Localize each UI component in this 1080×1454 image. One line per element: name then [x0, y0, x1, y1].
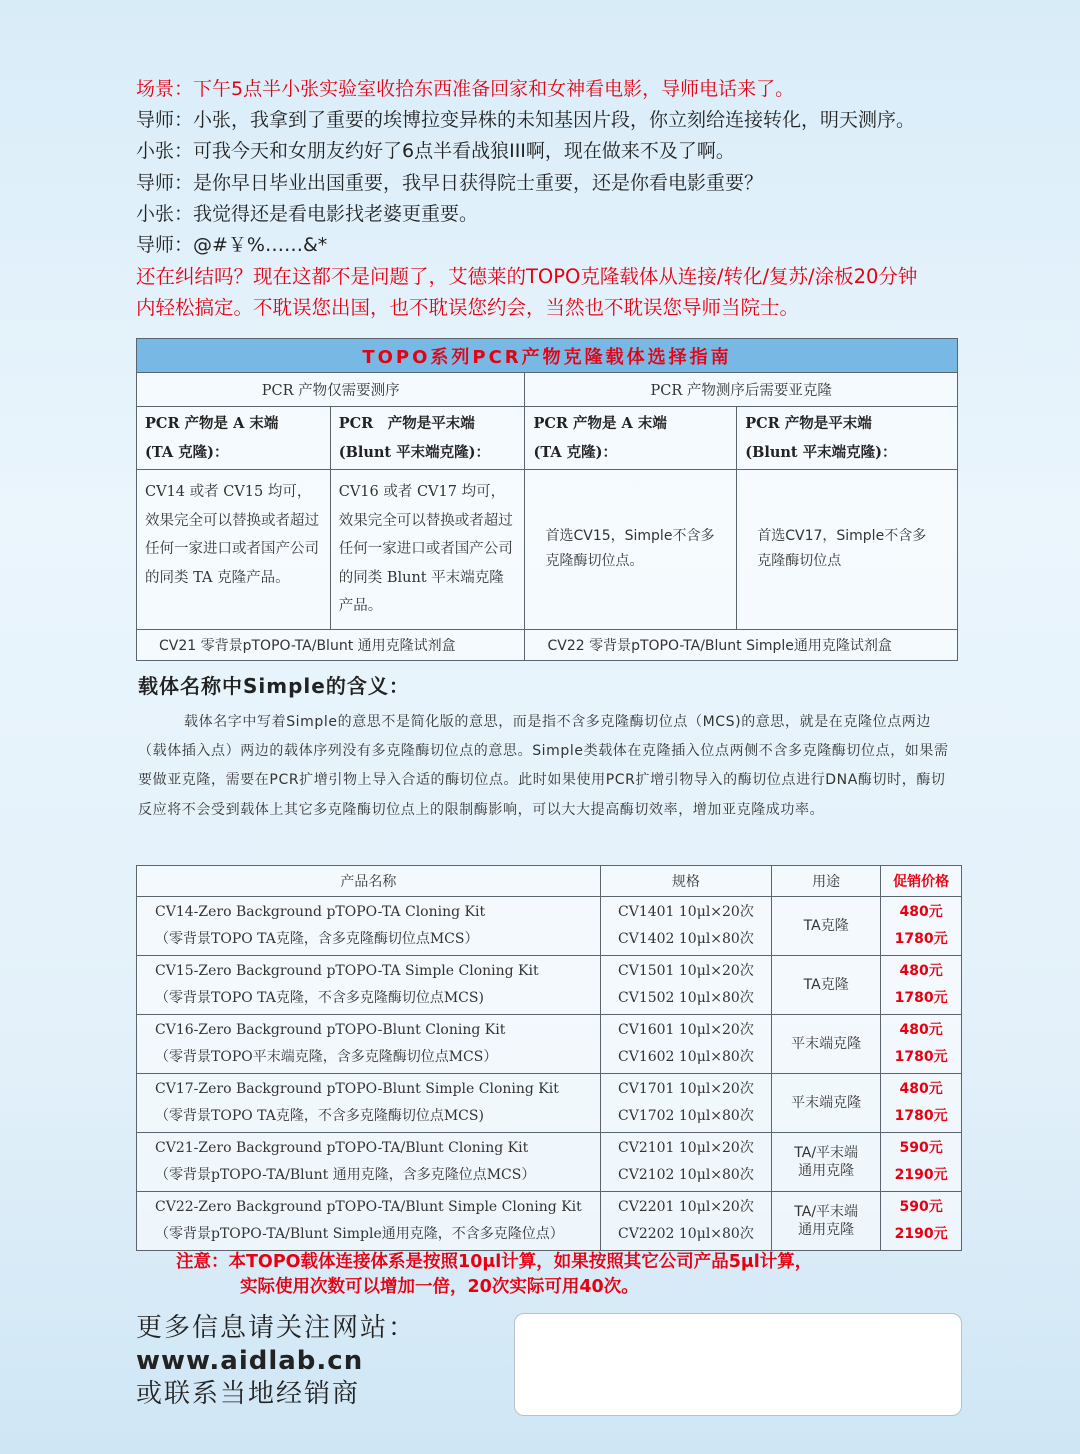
product-price: 590元 2190元 — [881, 1192, 962, 1251]
product-spec: CV2101 10μl×20次 CV2102 10μl×80次 — [600, 1133, 771, 1192]
product-use: TA克隆 — [772, 897, 881, 956]
selection-guide-table — [136, 338, 958, 661]
guide-section-subcloning: PCR 产物测序后需要亚克隆 — [525, 373, 958, 407]
product-price: 480元 1780元 — [881, 956, 962, 1015]
guide-description: 首选CV15，Simple不含多克隆酶切位点。 — [525, 470, 737, 630]
dialogue-line: 小张：可我今天和女朋友约好了6点半看战狼III啊，现在做来不及了啊。 — [136, 140, 735, 163]
product-use: TA/平末端通用克隆 — [772, 1192, 881, 1251]
product-price: 480元 1780元 — [881, 897, 962, 956]
story-section — [136, 74, 1036, 324]
product-name: CV14-Zero Background pTOPO-TA Cloning Kit （零背景TOPO TA克隆，含多克隆酶切位点MCS） — [137, 897, 601, 956]
table-row — [137, 897, 962, 956]
promo-line: 内轻松搞定。不耽误您出国，也不耽误您约会，当然也不耽误您导师当院士。 — [136, 296, 800, 320]
guide-section-sequencing: PCR 产物仅需要测序 — [137, 373, 525, 407]
guide-title: TOPO系列PCR产物克隆载体选择指南 — [137, 339, 958, 373]
website-link[interactable]: www.aidlab.cn — [136, 1346, 364, 1376]
dialogue-line: 导师：小张，我拿到了重要的埃博拉变异株的未知基因片段，你立刻给连接转化，明天测序。 — [136, 109, 916, 132]
product-price: 480元 1780元 — [881, 1015, 962, 1074]
product-name: CV15-Zero Background pTOPO-TA Simple Cloning Kit （零背景TOPO TA克隆，不含多克隆酶切位点MCS) — [137, 956, 601, 1015]
product-spec: CV1401 10μl×20次 CV1402 10μl×80次 — [600, 897, 771, 956]
product-spec: CV2201 10μl×20次 CV2202 10μl×80次 — [600, 1192, 771, 1251]
usage-note: 注意：本TOPO载体连接体系是按照10μl计算，如果按照其它公司产品5μl计算， 实际使用次数可以增加一倍，20次实际可用40次。 — [176, 1252, 813, 1297]
product-spec: CV1501 10μl×20次 CV1502 10μl×80次 — [600, 956, 771, 1015]
product-name: CV21-Zero Background pTOPO-TA/Blunt Cloning Kit （零背景pTOPO-TA/Blunt 通用克隆，含多克隆位点MCS） — [137, 1133, 601, 1192]
header-use: 用途 — [772, 866, 881, 897]
more-info-label: 更多信息请关注网站： — [136, 1313, 417, 1343]
product-price: 480元 1780元 — [881, 1074, 962, 1133]
table-row — [137, 956, 962, 1015]
product-table — [136, 865, 962, 1251]
simple-meaning-body: 载体名字中写着Simple的意思不是简化版的意思，而是指不含多克隆酶切位点（MCS)的意思，就是在克隆位点两边（载体插入点）两边的载体序列没有多克隆酶切位点的意思。Simple类载体在克隆插入位点两侧不含多克隆酶切位点，如果需要做亚克隆，需要在PCR扩增引物上导入合适的酶切位点。此时如果使用PCR扩增引物导入的酶切位点进行DNA酶切时，酶切反应将不会受到载体上其它多克隆酶切位点上的限制酶影响，可以大大提高酶切效率，增加亚克隆成功率。 — [138, 714, 949, 818]
header-product-name: 产品名称 — [137, 866, 601, 897]
promo-line: 还在纠结吗？现在这都不是问题了，艾德莱的TOPO克隆载体从连接/转化/复苏/涂板20分钟 — [136, 265, 918, 289]
guide-description: 首选CV17，Simple不含多克隆酶切位点 — [737, 470, 958, 630]
guide-kit-cv22: CV22 零背景pTOPO-TA/Blunt Simple通用克隆试剂盒 — [525, 629, 958, 660]
header-spec: 规格 — [600, 866, 771, 897]
guide-description: CV14 或者 CV15 均可，效果完全可以替换或者超过任何一家进口或者国产公司的同类 TA 克隆产品。 — [137, 470, 331, 630]
product-use: TA克隆 — [772, 956, 881, 1015]
product-use: 平末端克隆 — [772, 1074, 881, 1133]
product-name: CV22-Zero Background pTOPO-TA/Blunt Simple Cloning Kit （零背景pTOPO-TA/Blunt Simple通用克隆，不含多克隆位点） — [137, 1192, 601, 1251]
guide-description: CV16 或者 CV17 均可，效果完全可以替换或者超过任何一家进口或者国产公司的同类 Blunt 平末端克隆产品。 — [330, 470, 525, 630]
dealer-label: 或联系当地经销商 — [136, 1379, 361, 1409]
header-price: 促销价格 — [881, 866, 962, 897]
scene-text: 场景：下午5点半小张实验室收拾东西准备回家和女神看电影，导师电话来了。 — [136, 78, 795, 100]
product-price: 590元 2190元 — [881, 1133, 962, 1192]
contact-info — [136, 1312, 416, 1411]
product-name: CV17-Zero Background pTOPO-Blunt Simple Cloning Kit （零背景TOPO TA克隆，不含多克隆酶切位点MCS) — [137, 1074, 601, 1133]
table-row — [137, 1015, 962, 1074]
guide-column-header: PCR 产物是平末端 (Blunt 平末端克隆)： — [330, 407, 525, 470]
product-name: CV16-Zero Background pTOPO-Blunt Cloning Kit （零背景TOPO平末端克隆，含多克隆酶切位点MCS） — [137, 1015, 601, 1074]
dialogue-line: 导师：是你早日毕业出国重要，我早日获得院士重要，还是你看电影重要？ — [136, 171, 764, 194]
dealer-stamp-box — [514, 1313, 962, 1416]
dialogue-line: 小张：我觉得还是看电影找老婆更重要。 — [136, 202, 479, 225]
guide-column-header: PCR 产物是 A 末端 (TA 克隆)： — [525, 407, 737, 470]
product-use: 平末端克隆 — [772, 1015, 881, 1074]
guide-kit-cv21: CV21 零背景pTOPO-TA/Blunt 通用克隆试剂盒 — [137, 629, 525, 660]
product-use: TA/平末端通用克隆 — [772, 1133, 881, 1192]
table-row — [137, 1074, 962, 1133]
table-row — [137, 1192, 962, 1251]
product-spec: CV1701 10μl×20次 CV1702 10μl×80次 — [600, 1074, 771, 1133]
table-row — [137, 1133, 962, 1192]
guide-column-header: PCR 产物是 A 末端 (TA 克隆)： — [137, 407, 331, 470]
product-spec: CV1601 10μl×20次 CV1602 10μl×80次 — [600, 1015, 771, 1074]
dialogue-line: 导师：@#￥%……&* — [136, 234, 328, 257]
guide-column-header: PCR 产物是平末端 (Blunt 平末端克隆)： — [737, 407, 958, 470]
simple-meaning-title: 载体名称中Simple的含义： — [138, 674, 410, 698]
